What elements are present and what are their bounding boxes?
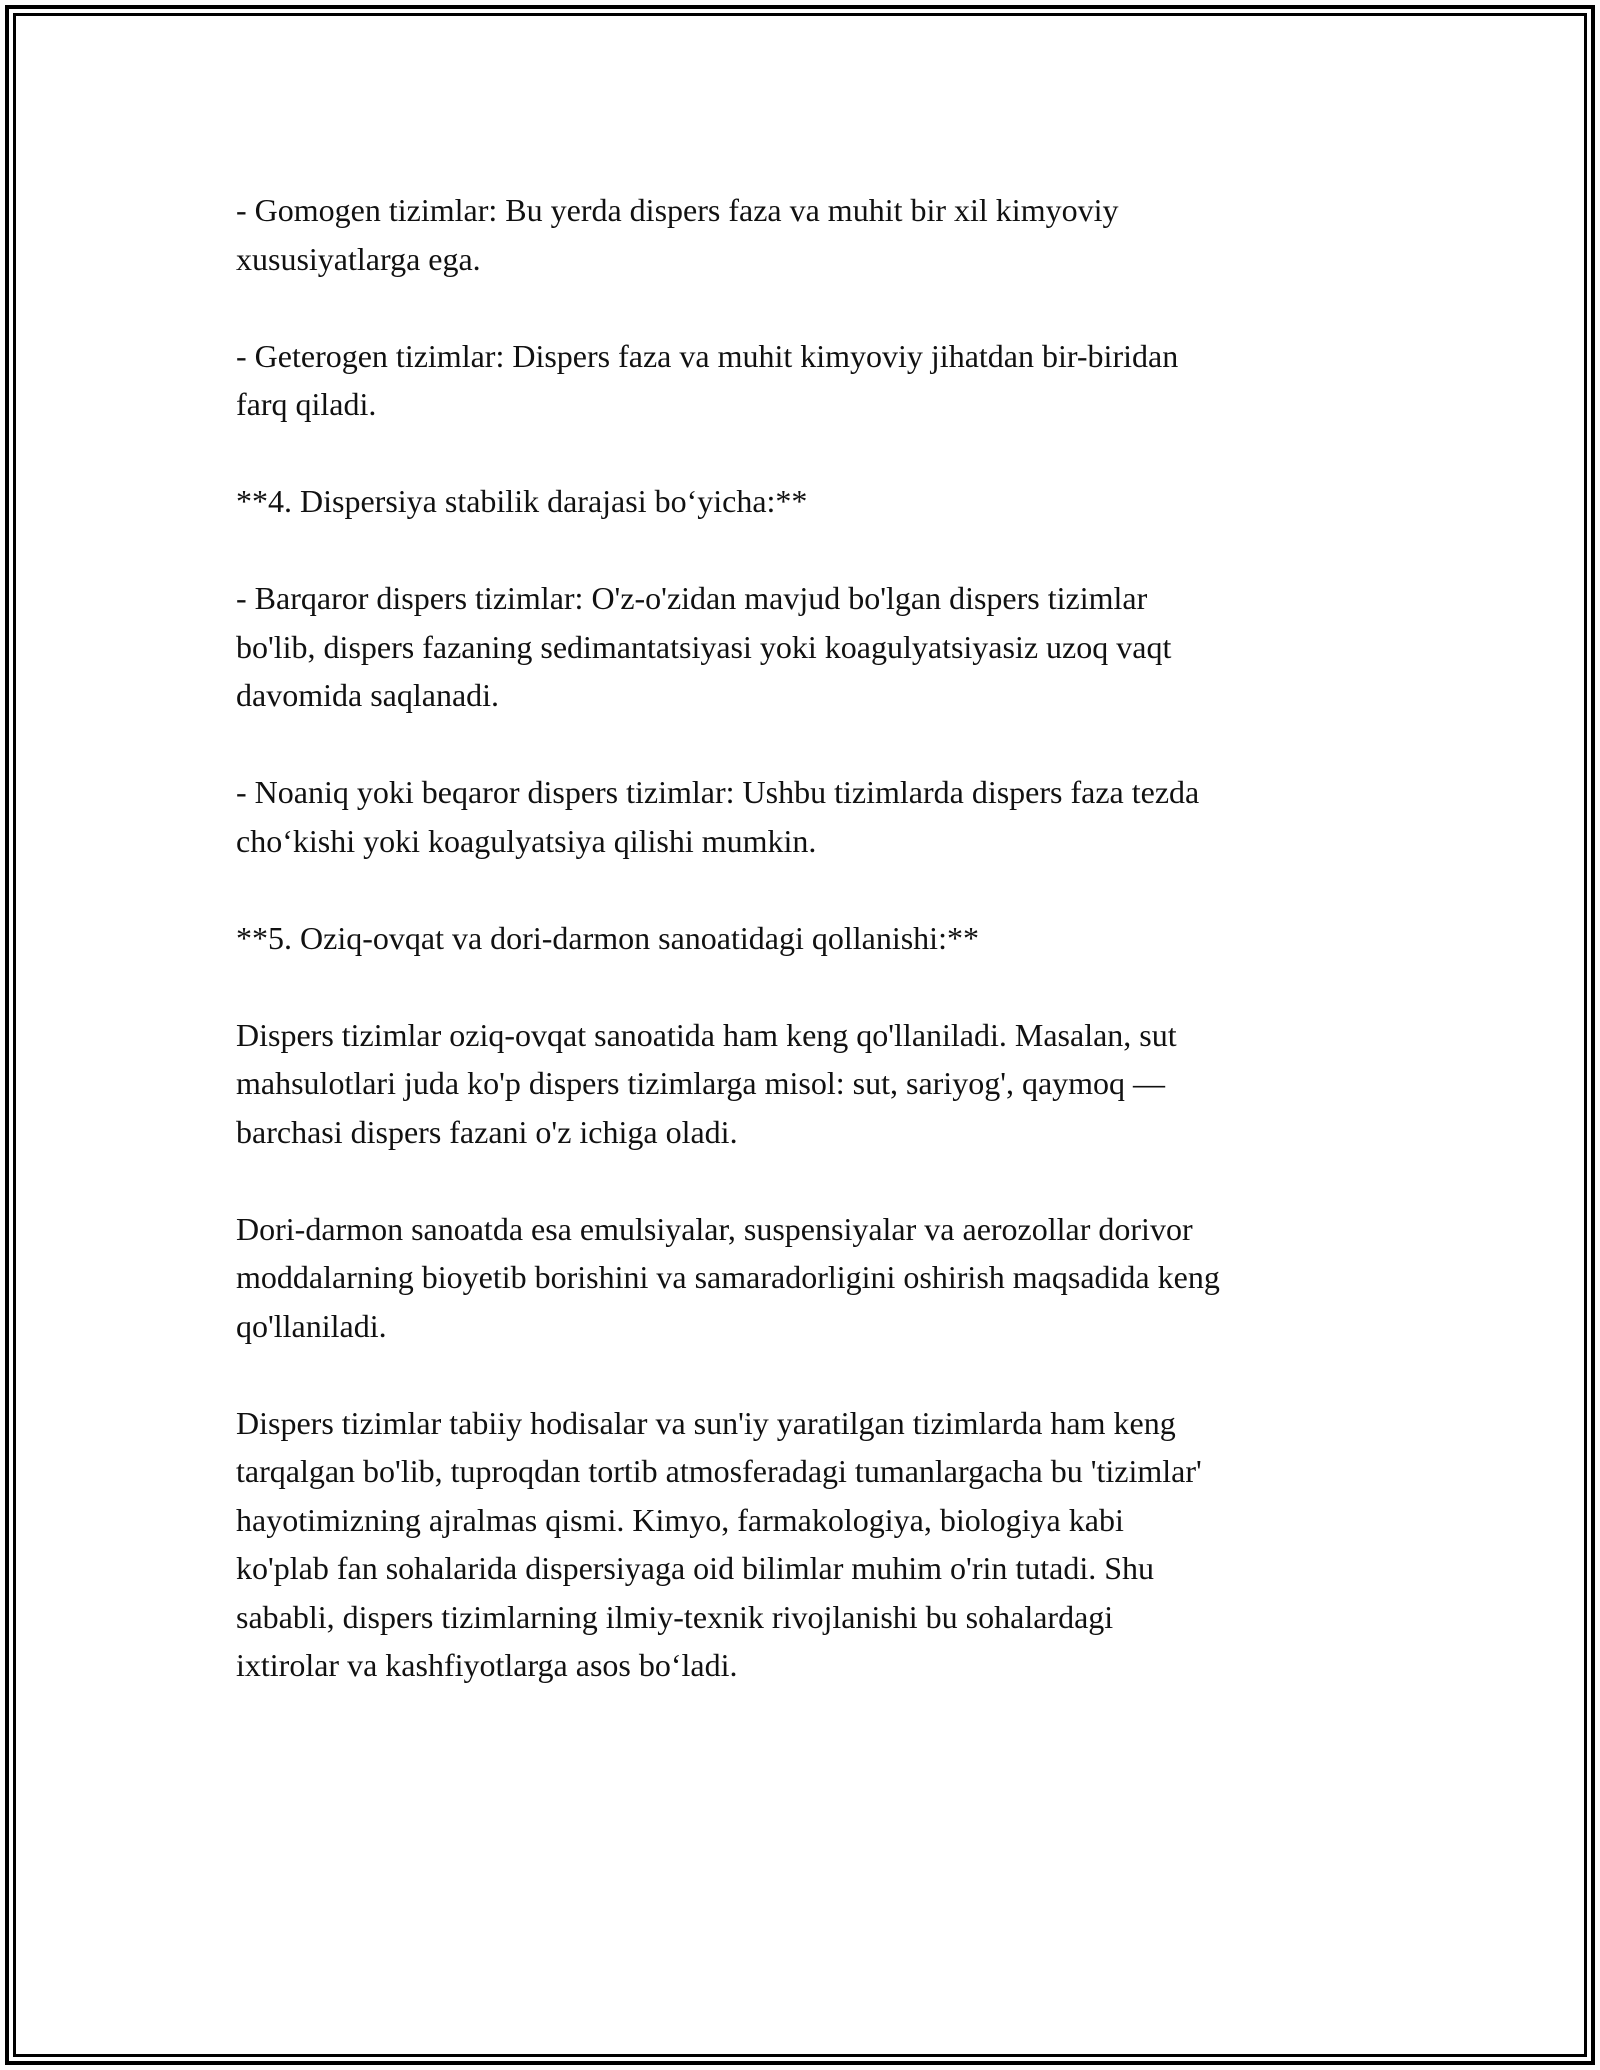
document-body [236,186,1376,1738]
paragraph-barqaror: - Barqaror dispers tizimlar: O'z-o'zidan mavjud bo'lgan dispers tizimlar bo'lib, dispers fazaning sedimantatsiyasi yoki koagulyatsiyasiz uzoq vaqt davomida saqlanadi. [236,580,1172,713]
paragraph-geterogen: - Geterogen tizimlar: Dispers faza va muhit kimyoviy jihatdan bir-biridan farq qiladi. [236,337,1179,422]
paragraph-oziq-ovqat: Dispers tizimlar oziq-ovqat sanoatida ham keng qo'llaniladi. Masalan, sut mahsulotlari juda ko'p dispers tizimlarga misol: sut, sariyog', qaymoq — barchasi dispers fazani o'z ichiga oladi. [236,1016,1177,1150]
section-heading-5: **5. Oziq-ovqat va dori-darmon sanoatidagi qollanishi:** [236,919,979,956]
paragraph-beqaror: - Noaniq yoki beqaror dispers tizimlar: Ushbu tizimlarda dispers faza tezda cho‘kishi yoki koagulyatsiya qilishi mumkin. [236,774,1200,859]
paragraph-conclusion: Dispers tizimlar tabiiy hodisalar va sun'iy yaratilgan tizimlarda ham keng tarqalgan bo'lib, tuproqdan tortib atmosferadagi tumanlargacha bu 'tizimlar' hayotimizning ajralmas qismi. Kimyo, farmakologiya, biologiya kabi ko'plab fan sohalarida dispersiyaga oid bilimlar muhim o'rin tutadi. Shu sababli, dispers tizimlarning ilmiy-texnik rivojlanishi bu sohalardagi ixtirolar va kashfiyotlarga asos bo‘ladi. [236,1404,1202,1683]
paragraph-dori-darmon: Dori-darmon sanoatda esa emulsiyalar, suspensiyalar va aerozollar dorivor moddalarning bioyetib borishini va samaradorligini oshirish maqsadida keng qo'llaniladi. [236,1210,1220,1344]
paragraph-gomogen: - Gomogen tizimlar: Bu yerda dispers faza va muhit bir xil kimyoviy xususiyatlarga ega. [236,192,1119,277]
section-heading-4: **4. Dispersiya stabilik darajasi bo‘yicha:** [236,483,808,519]
